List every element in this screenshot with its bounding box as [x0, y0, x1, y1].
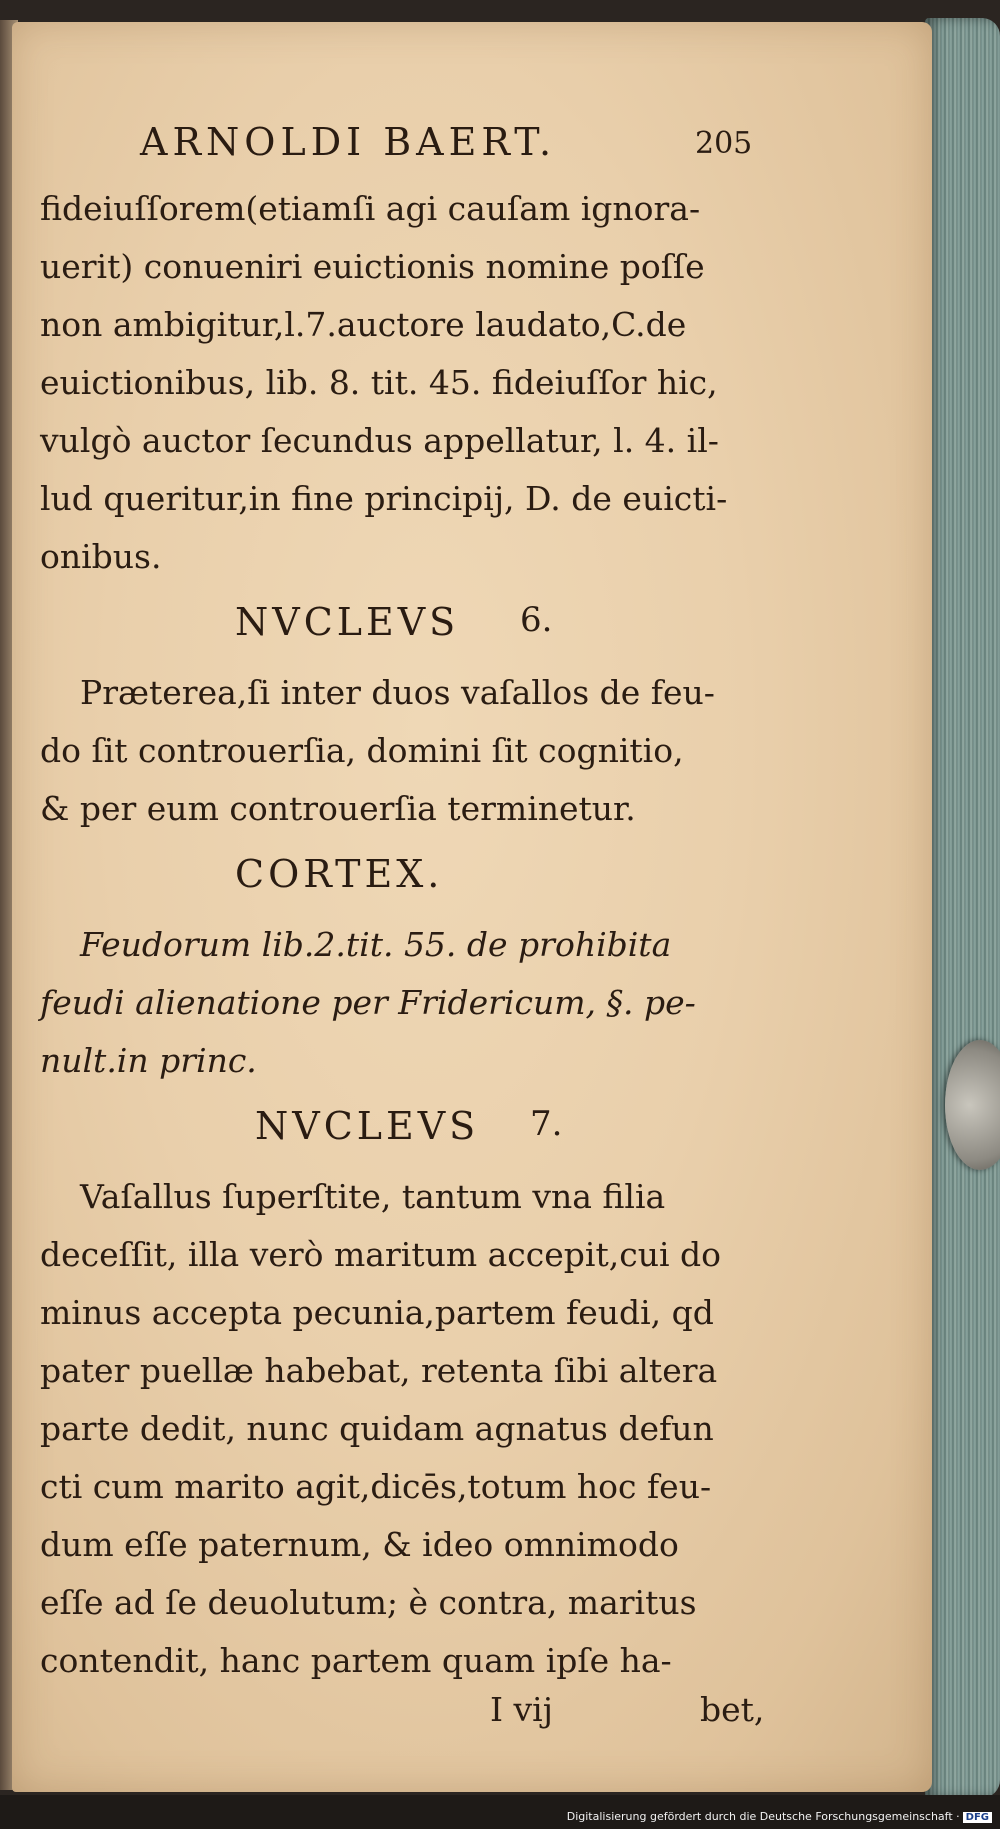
heading-label: CORTEX. [235, 852, 444, 896]
credit-text: Digitalisierung gefördert durch die Deutsche Forschungsgemeinschaft · [566, 1810, 960, 1823]
page-header [40, 120, 780, 180]
text-line: onibus. [40, 537, 162, 576]
paragraph-1 [40, 180, 780, 586]
heading-number: 7. [530, 1104, 563, 1144]
signature-mark: I vij [490, 1690, 553, 1729]
text-line: parte dedit, nunc quidam agnatus defun [40, 1409, 714, 1448]
text-line: pater puellæ habebat, retenta ſibi altera [40, 1351, 718, 1390]
text-line: contendit, hanc partem quam ipſe ha- [40, 1641, 672, 1680]
section-heading-nucleus-6 [40, 586, 780, 664]
digitization-credit [567, 1810, 992, 1823]
text-line: nult.in princ. [40, 1041, 257, 1080]
text-line: dum eſſe paternum, & ideo omnimodo [40, 1525, 679, 1564]
text-line: deceſſit, illa verò maritum accepit,cui do [40, 1235, 721, 1274]
scan-footer-band [0, 1795, 1000, 1829]
text-line: eſſe ad ſe deuolutum; è contra, maritus [40, 1583, 697, 1622]
page-text [40, 120, 780, 1748]
text-line: lud queritur,in fine principij, D. de euicti- [40, 479, 728, 518]
text-line: euictionibus, lib. 8. tit. 45. fideiuſſor hic, [40, 363, 718, 402]
section-heading-cortex [40, 838, 780, 916]
text-line: vulgò auctor ſecundus appellatur, l. 4. il- [40, 421, 719, 460]
paragraph-4 [40, 1168, 780, 1690]
paragraph-3 [40, 916, 780, 1090]
page-block-edge [925, 18, 1000, 1798]
page-number: 205 [695, 126, 753, 161]
text-line: do ſit controuerſia, domini ſit cognitio, [40, 731, 684, 770]
heading-label: NVCLEVS [255, 1104, 480, 1148]
text-line: uerit) conueniri euictionis nomine poſſe [40, 247, 705, 286]
paragraph-2 [40, 664, 780, 838]
text-line: feudi alienatione per Fridericum, §. pe- [40, 983, 696, 1022]
text-line: cti cum marito agit,dicēs,totum hoc feu- [40, 1467, 712, 1506]
text-line: minus accepta pecunia,partem feudi, qd [40, 1293, 714, 1332]
catchword: bet, [700, 1690, 765, 1729]
text-line: Præterea,ſi inter duos vaſallos de feu- [80, 673, 715, 712]
running-head: ARNOLDI BAERT. [140, 120, 557, 164]
page-footer-line [40, 1690, 780, 1748]
heading-label: NVCLEVS [235, 600, 460, 644]
dfg-logo: DFG [963, 1812, 992, 1823]
text-line: Vaſallus ſuperſtite, tantum vna filia [80, 1177, 666, 1216]
text-line: Feudorum lib.2.tit. 55. de prohibita [80, 925, 672, 964]
text-line: non ambigitur,l.7.auctore laudato,C.de [40, 305, 687, 344]
section-heading-nucleus-7 [40, 1090, 780, 1168]
heading-number: 6. [520, 600, 553, 640]
text-line: fideiuſſorem(etiamſi agi cauſam ignora- [40, 189, 701, 228]
text-line: & per eum controuerſia terminetur. [40, 789, 636, 828]
